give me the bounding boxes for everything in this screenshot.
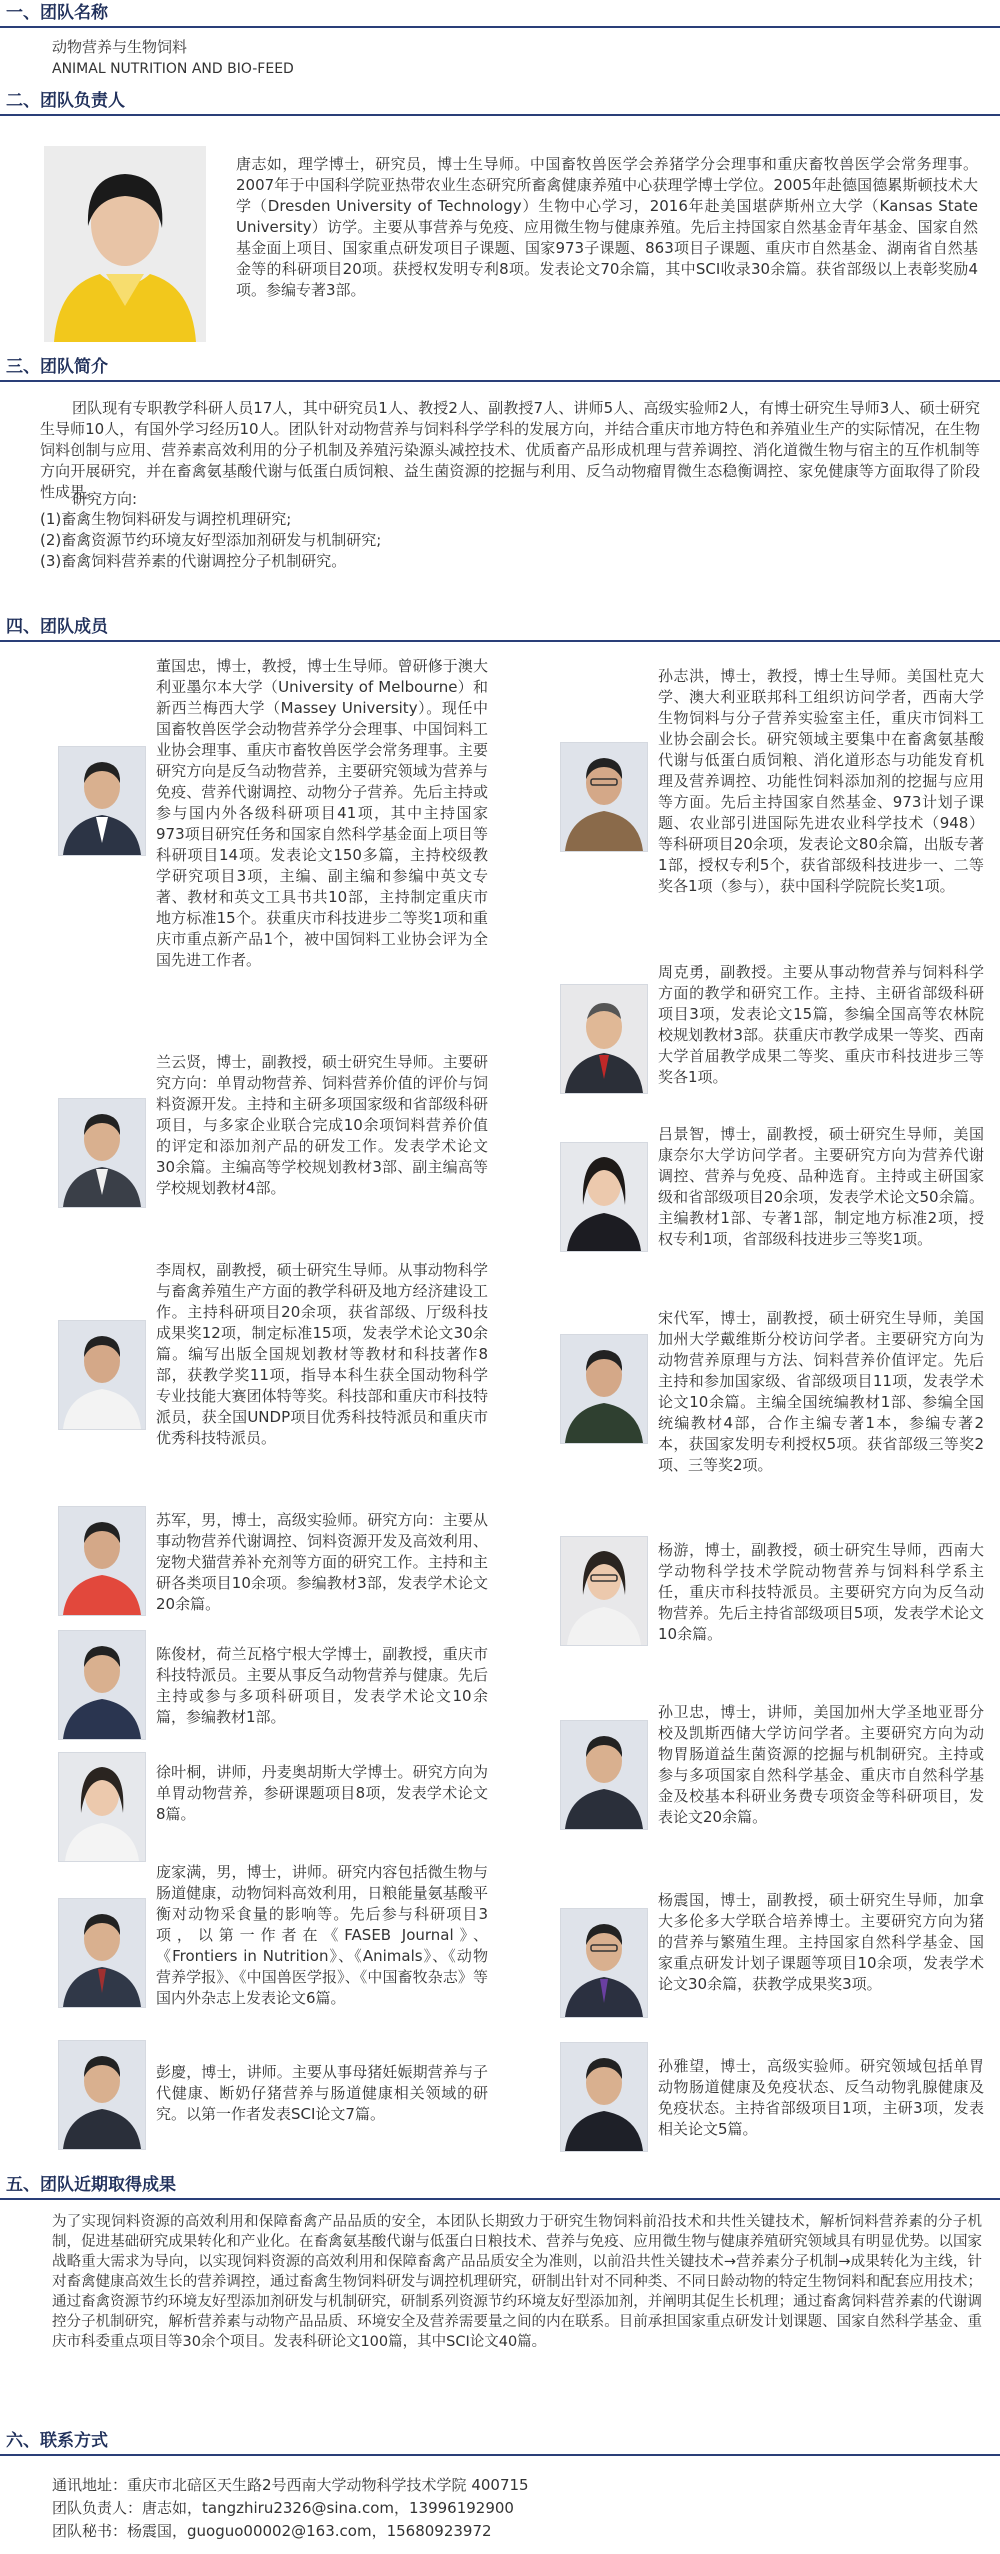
- member-photo: [560, 1536, 648, 1646]
- member-photo: [58, 2040, 146, 2150]
- member-photo: [58, 1506, 146, 1616]
- contact-secretary[interactable]: 团队秘书：杨震国，guoguo00002@163.com，15680923972: [52, 2522, 492, 2540]
- section-divider: [0, 2454, 1000, 2456]
- member-bio: 彭慶，博士，讲师。主要从事母猪妊娠期营养与子代健康、断奶仔猪营养与肠道健康相关领域的研究。以第一作者发表SCI论文7篇。: [156, 2063, 488, 2123]
- member-bio: 孙卫忠，博士，讲师，美国加州大学圣地亚哥分校及凯斯西储大学访问学者。主要研究方向为动物胃肠道益生菌资源的挖掘与机制研究。主持或参与多项国家自然科学基金、重庆市自然科学基金及校基本科研业务费专项资金等科研项目，发表论文20余篇。: [658, 1703, 984, 1826]
- member-photo: [560, 1334, 648, 1444]
- section-title-team-name: 一、团队名称: [6, 3, 108, 23]
- directions-label: 研究方向:: [72, 490, 138, 508]
- member-photo: [560, 984, 648, 1094]
- member-bio: 杨游，博士，副教授，硕士研究生导师，西南大学动物科学技术学院动物营养与饲料科学系主任，重庆市科技特派员。主要研究方向为反刍动物营养。先后主持省部级项目5项，发表学术论文10余篇。: [658, 1541, 984, 1643]
- member-bio: 孙志洪，博士，教授，博士生导师。美国杜克大学、澳大利亚联邦科工组织访问学者，西南大学生物饲料与分子营养实验室主任，重庆市饲料工业协会副会长。研究领域主要集中在畜禽氨基酸代谢与低蛋白质饲粮、消化道形态与功能发育机理及营养调控、功能性饲料添加剂的挖掘与应用等方面。先后主持国家自然基金、973计划子课题、农业部引进国际先进农业科学技术（948）等科研项目20余项，发表论文80余篇，出版专著1部，授权专利5个，获省部级科技进步一、二等奖各1项（参与），获中国科学院院长奖1项。: [658, 667, 984, 895]
- member-photo: [58, 1630, 146, 1740]
- intro-paragraph: 团队现有专职教学科研人员17人，其中研究员1人、教授2人、副教授7人、讲师5人、高级实验师2人，有博士研究生导师3人、硕士研究生导师10人，有国外学习经历10人。团队针对动物营养与饲料科学学科的发展方向，并结合重庆市地方特色和养殖业生产的实际情况，在生物饲料创制与应用、营养素高效利用的分子机制及养殖污染源头减控技术、优质畜产品形成机理与营养调控、消化道微生物与宿主的互作机制等方向开展研究，并在畜禽氨基酸代谢与低蛋白质饲粮、益生菌资源的挖掘与利用、反刍动物瘤胃微生态稳衡调控、家免健康等方面取得了阶段性成果。: [40, 399, 980, 501]
- achievements-paragraph: 为了实现饲料资源的高效利用和保障畜禽产品品质的安全，本团队长期致力于研究生物饲料前沿技术和共性关键技术，解析饲料营养素的分子机制，促进基础研究成果转化和产业化。在畜禽氨基酸代谢与低蛋白日粮技术、营养与免疫、应用微生物与健康养殖研究领域具有明显优势。以国家战略重大需求为导向，以实现饲料资源的高效利用和保障畜禽产品品质安全为准则，以前沿共性关键技术→营养素分子机制→成果转化为主线，针对畜禽健康高效生长的营养调控，通过畜禽生物饲料研发与调控机理研究，研制出针对不同种类、不同日龄动物的特定生物饲料和配套应用技术；通过畜禽资源节约环境友好型添加剂研发与机制研究，研制系列资源节约环境友好型添加剂，并阐明其促生长机理；通过畜禽饲料营养素的代谢调控分子机制研究，解析营养素与动物产品品质、环境安全及营养需要量之间的内在联系。目前承担国家重点研发计划课题、国家自然科学基金、重庆市科委重点项目等30余个项目。发表科研论文100篇，其中SCI论文40篇。: [52, 2214, 982, 2350]
- member-photo: [58, 1098, 146, 1208]
- member-photo: [58, 1320, 146, 1430]
- member-photo: [58, 1752, 146, 1862]
- section-title-contact: 六、联系方式: [6, 2431, 108, 2451]
- member-bio: 兰云贤，博士，副教授，硕士研究生导师。主要研究方向：单胃动物营养、饲料营养价值的评价与饲料资源开发。主持和主研多项国家级和省部级科研项目，与多家企业联合完成10余项饲料营养价值的评定和添加剂产品的研发工作。发表学术论文30余篇。主编高等学校规划教材3部、副主编高等学校规划教材4部。: [156, 1053, 488, 1197]
- member-bio: 杨震国，博士，副教授，硕士研究生导师，加拿大多伦多大学联合培养博士。主要研究方向为猪的营养与繁殖生理。主持国家自然科学基金、国家重点研发计划子课题等项目10余项，发表学术论文30余篇，获教学成果奖3项。: [658, 1891, 984, 1993]
- member-photo: [560, 2042, 648, 2152]
- member-bio: 孙雅望，博士，高级实验师。研究领域包括单胃动物肠道健康及免疫状态、反刍动物乳腺健康及免疫状态。主持省部级项目1项，主研3项，发表相关论文5篇。: [658, 2057, 984, 2138]
- member-photo: [58, 746, 146, 856]
- member-photo: [560, 1908, 648, 2018]
- contact-leader[interactable]: 团队负责人：唐志如，tangzhiru2326@sina.com，13996192900: [52, 2499, 514, 2517]
- member-bio: 董国忠，博士，教授，博士生导师。曾研修于澳大利亚墨尔本大学（University of Melbourne）和新西兰梅西大学（Massey University）。现任中国畜牧兽医学会动物营养学分会理事、中国饲料工业协会理事、重庆市畜牧兽医学会常务理事。主要研究方向是反刍动物营养，主要研究领域为营养与免疫、营养代谢调控、动物分子营养。先后主持或参与国内外各级科研项目41项，其中主持国家973项目研究任务和国家自然科学基金面上项目等科研项目14项。发表论文150多篇，主持校级教学研究项目3项，主编、副主编和参编中英文专著、教材和英文工具书共10部，主持制定重庆市地方标准15个。获重庆市科技进步二等奖1项和重庆市重点新产品1个，被中国饲料工业协会评为全国先进工作者。: [156, 657, 488, 969]
- portrait-image: [44, 146, 206, 342]
- section-title-leader: 二、团队负责人: [6, 91, 125, 111]
- section-divider: [0, 114, 1000, 116]
- member-photo: [560, 1720, 648, 1830]
- member-photo: [58, 1898, 146, 2008]
- section-divider: [0, 2198, 1000, 2200]
- team-name-en: ANIMAL NUTRITION AND BIO-FEED: [52, 61, 294, 77]
- member-bio: 周克勇，副教授。主要从事动物营养与饲料科学方面的教学和研究工作。主持、主研省部级科研项目3项，发表论文15篇，参编全国高等农林院校规划教材3部。获重庆市教学成果一等奖、西南大学首届教学成果二等奖、重庆市科技进步三等奖各1项。: [658, 963, 984, 1086]
- section-title-achievements: 五、团队近期取得成果: [6, 2175, 176, 2195]
- team-name-zh: 动物营养与生物饲料: [52, 38, 188, 56]
- member-bio: 吕景智，博士，副教授，硕士研究生导师，美国康奈尔大学访问学者。主要研究方向为营养代谢调控、营养与免疫、品种选育。主持或主研国家级和省部级项目20余项，发表学术论文50余篇。主编教材1部、专著1部，制定地方标准2项，授权专利1项，省部级科技进步三等奖1项。: [658, 1125, 984, 1248]
- member-photo: [560, 1142, 648, 1252]
- member-bio: 苏军，男，博士，高级实验师。研究方向：主要从事动物营养代谢调控、饲料资源开发及高效利用、宠物犬猫营养补充剂等方面的研究工作。主持和主研各类项目10余项。参编教材3部，发表学术论文20余篇。: [156, 1511, 488, 1613]
- member-bio: 徐叶桐，讲师，丹麦奥胡斯大学博士。研究方向为单胃动物营养，参研课题项目8项，发表学术论文8篇。: [156, 1763, 488, 1823]
- leader-bio: 唐志如，理学博士，研究员，博士生导师。中国畜牧兽医学会养猪学分会理事和重庆畜牧兽医学会常务理事。2007年于中国科学院亚热带农业生态研究所畜禽健康养殖中心获理学博士学位。2005年赴德国德累斯顿技术大学（Dresden University of Technology）生物中心学习，2016年赴美国堪萨斯州立大学（Kansas State University）访学。主要从事营养与免疫、应用微生物与健康养殖。先后主持国家自然基金青年基金、国家自然基金面上项目、国家重点研发项目子课题、国家973子课题、863项目子课题、重庆市自然基金、湖南省自然基金等的科研项目20项。获授权发明专利8项。发表论文70余篇，其中SCI收录30余篇。获省部级以上表彰奖励4项。参编专著3部。: [236, 155, 978, 299]
- direction-item: (1)畜禽生物饲料研发与调控机理研究;: [40, 510, 292, 528]
- section-title-intro: 三、团队简介: [6, 357, 108, 377]
- leader-photo: [44, 146, 206, 342]
- member-photo: [560, 742, 648, 852]
- member-bio: 陈俊材，荷兰瓦格宁根大学博士，副教授，重庆市科技特派员。主要从事反刍动物营养与健康。先后主持或参与多项科研项目，发表学术论文10余篇，参编教材1部。: [156, 1645, 488, 1726]
- section-divider: [0, 380, 1000, 382]
- section-divider: [0, 640, 1000, 642]
- member-bio: 庞家满，男，博士，讲师。研究内容包括微生物与肠道健康，动物饲料高效利用，日粮能量氨基酸平衡对动物采食量的影响等。先后参与科研项目3项，以第一作者在《FASEB Journal》、《Frontiers in Nutrition》、《Animals》、《动物营养学报》、《中国兽医学报》、《中国畜牧杂志》等国内外杂志上发表论文6篇。: [156, 1863, 488, 2007]
- direction-item: (2)畜禽资源节约环境友好型添加剂研发与机制研究;: [40, 531, 382, 549]
- directions-list: [40, 509, 381, 572]
- direction-item: (3)畜禽饲料营养素的代谢调控分子机制研究。: [40, 552, 347, 570]
- member-bio: 李周权，副教授，硕士研究生导师。从事动物科学与畜禽养殖生产方面的教学科研及地方经济建设工作。主持科研项目20余项，获省部级、厅级科技成果奖12项，制定标准15项，发表学术论文30余篇。编写出版全国规划教材等教材和科技著作8部，获教学奖11项，指导本科生获全国动物科学专业技能大赛团体特等奖。科技部和重庆市科技特派员，获全国UNDP项目优秀科技特派员和重庆市优秀科技特派员。: [156, 1261, 488, 1447]
- member-bio: 宋代军，博士，副教授，硕士研究生导师，美国加州大学戴维斯分校访问学者。主要研究方向为动物营养原理与方法、饲料营养价值评定。先后主持和参加国家级、省部级项目11项，发表学术论文10余篇。主编全国统编教材1部、参编全国统编教材4部，合作主编专著1本，参编专著2本，获国家发明专利授权5项。获省部级三等奖2项、三等奖2项。: [658, 1309, 984, 1474]
- section-divider: [0, 26, 1000, 28]
- contact-address: 通讯地址：重庆市北碚区天生路2号西南大学动物科学技术学院 400715: [52, 2476, 529, 2494]
- section-title-members: 四、团队成员: [6, 617, 108, 637]
